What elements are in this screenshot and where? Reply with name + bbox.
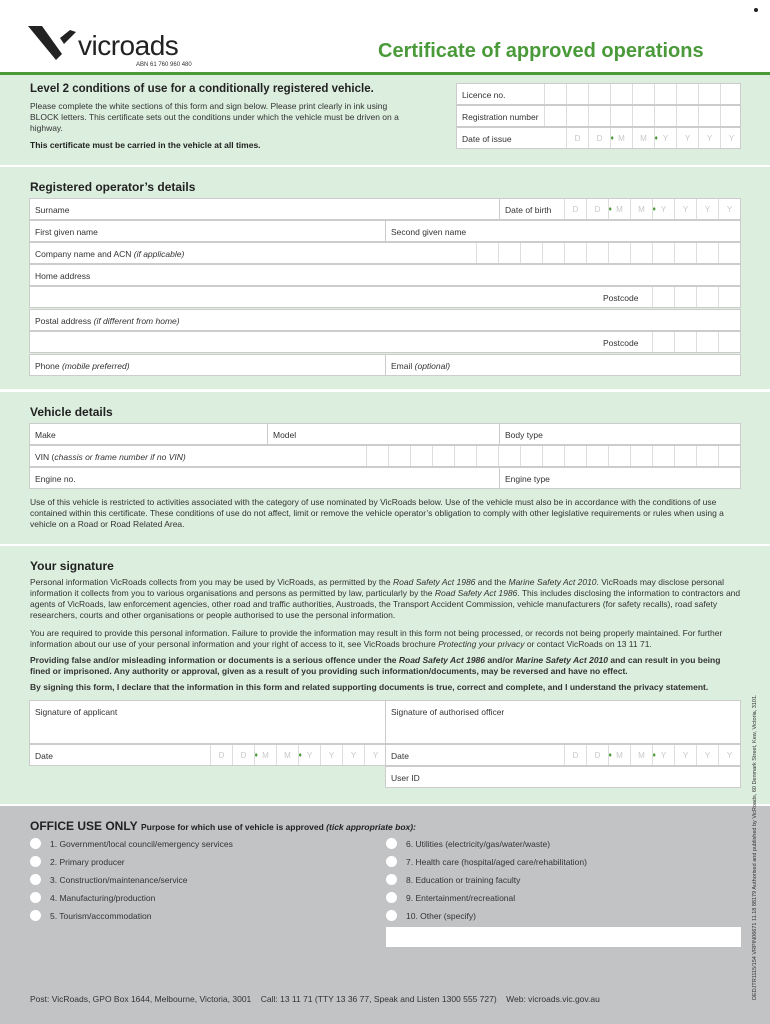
- required-paragraph: You are required to provide this personal information. Failure to provide the information may result in this form not being processed, or records not being properly maintained. For further information about our use of your personal information and your right of access to it, see VicRoads brochure Protecting your privacy or contact VicRoads on 13 11 71.: [30, 628, 723, 649]
- option-10-label: 10. Other (specify): [406, 911, 476, 921]
- surname-field[interactable]: [29, 198, 501, 220]
- option-6-radio[interactable]: [386, 838, 397, 849]
- first-given-name-label: First given name: [35, 227, 98, 237]
- home-address-label: Home address: [35, 271, 91, 281]
- user-id-label: User ID: [391, 773, 420, 783]
- side-publication-text: DEDJTR1115/154 VRPIN06671 11.18 88179 Authorised and published by VicRoads, 60 Denmark Street, Kew, Victoria, 3101.: [752, 694, 758, 1000]
- abn: ABN 61 760 960 480: [136, 62, 192, 68]
- surname-label: Surname: [35, 205, 70, 215]
- option-7-label: 7. Health care (hospital/aged care/rehabilitation): [406, 857, 587, 867]
- page-title: Certificate of approved operations: [378, 40, 704, 62]
- applicant-signature-label: Signature of applicant: [35, 707, 118, 717]
- make-field[interactable]: [29, 423, 269, 445]
- body-type-field[interactable]: [499, 423, 741, 445]
- home-address-line2-field[interactable]: [29, 286, 741, 308]
- email-field[interactable]: [385, 354, 741, 376]
- officer-signature-field[interactable]: [385, 700, 741, 744]
- applicant-signature-field[interactable]: [29, 700, 387, 744]
- option-5-radio[interactable]: [30, 910, 41, 921]
- footer-contact: Post: VicRoads, GPO Box 1644, Melbourne, Victoria, 3001 Call: 13 11 71 (TTY 13 36 77, Speak and Listen 1300 555 727) Web: vicroads.vic.gov.au: [30, 994, 600, 1004]
- vin-field[interactable]: [29, 445, 741, 467]
- engine-type-label: Engine type: [505, 474, 550, 484]
- phone-field[interactable]: [29, 354, 387, 376]
- option-8-label: 8. Education or training faculty: [406, 875, 521, 885]
- postal-address-field[interactable]: [29, 309, 741, 331]
- option-7-radio[interactable]: [386, 856, 397, 867]
- first-given-name-field[interactable]: [29, 220, 387, 242]
- vehicle-heading: Vehicle details: [30, 405, 113, 419]
- vicroads-mark-icon: [28, 24, 80, 62]
- option-6-label: 6. Utilities (electricity/gas/water/waste): [406, 839, 551, 849]
- model-label: Model: [273, 430, 297, 440]
- officer-date-label: Date: [391, 751, 409, 761]
- option-10-radio[interactable]: [386, 910, 397, 921]
- option-4-radio[interactable]: [30, 892, 41, 903]
- office-use-heading: OFFICE USE ONLY: [30, 819, 138, 833]
- engine-type-field[interactable]: [499, 467, 741, 489]
- signature-heading: Your signature: [30, 559, 114, 573]
- option-4-label: 4. Manufacturing/production: [50, 893, 156, 903]
- postal-postcode-label: Postcode: [603, 338, 639, 348]
- officer-date-field[interactable]: Date D D ♦ M M ♦ Y Y Y Y: [385, 744, 741, 766]
- model-field[interactable]: [267, 423, 501, 445]
- licence-no-field[interactable]: [456, 83, 741, 105]
- phone-label: Phone (mobile preferred): [35, 361, 130, 371]
- option-3-label: 3. Construction/maintenance/service: [50, 875, 188, 885]
- vehicle-conditions-text: Use of this vehicle is restricted to activities associated with the category of use nominated by VicRoads below. Use of the vehicle must also be in accordance with the conditions of use contained within this certificate. These conditions of use do not affect, limit or remove the vehicle operator’s obligation to comply with other legislative requirements or rules when using a vehicle on a Road or Road Related Area.: [30, 497, 724, 529]
- dot: [754, 8, 758, 12]
- date-of-issue-label: Date of issue: [462, 134, 512, 144]
- option-8-radio[interactable]: [386, 874, 397, 885]
- purpose-label: Purpose for which use of vehicle is approved (tick appropriate box):: [141, 822, 416, 832]
- engine-no-label: Engine no.: [35, 474, 76, 484]
- intro-text: Please complete the white sections of this form and sign below. Please print clearly in ink using BLOCK letters. This certificate sets out the conditions under which the vehicle must be driven on a highway.: [30, 101, 399, 133]
- other-specify-field[interactable]: [386, 927, 741, 947]
- home-postcode-label: Postcode: [603, 293, 639, 303]
- second-given-name-label: Second given name: [391, 227, 467, 237]
- option-1-radio[interactable]: [30, 838, 41, 849]
- applicant-date-label: Date: [35, 751, 53, 761]
- body-type-label: Body type: [505, 430, 543, 440]
- make-label: Make: [35, 430, 56, 440]
- option-1-label: 1. Government/local council/emergency services: [50, 839, 233, 849]
- privacy-paragraph: Personal information VicRoads collects from you may be used by VicRoads, as permitted by the Road Safety Act 1986 and the Marine Safety Act 2010. VicRoads may disclose personal information it collects from you to various organisations and persons as permitted by law, particularly by the Road Safety Act 1986. This includes disclosing the information to contractors and agents of VicRoads, law enforcement agencies, other road and traffic authorities, Austroads, the Transport Accident Commission, vehicle manufacturers (for safety recalls), road safety researchers, courts and other organisations or people authorised to use the personal information.: [30, 577, 741, 620]
- home-address-field[interactable]: [29, 264, 741, 286]
- option-9-radio[interactable]: [386, 892, 397, 903]
- second-given-name-field[interactable]: [385, 220, 741, 242]
- email-label: Email (optional): [391, 361, 451, 371]
- applicant-date-field[interactable]: Date D D ♦ M M ♦ Y Y Y Y: [29, 744, 387, 766]
- date-of-birth-label: Date of birth: [505, 205, 552, 215]
- engine-no-field[interactable]: [29, 467, 501, 489]
- vicroads-logo: [28, 24, 203, 72]
- licence-no-label: Licence no.: [462, 90, 506, 100]
- company-name-label: Company name and ACN (if applicable): [35, 249, 185, 259]
- option-2-label: 2. Primary producer: [50, 857, 125, 867]
- company-name-field[interactable]: [29, 242, 741, 264]
- option-9-label: 9. Entertainment/recreational: [406, 893, 516, 903]
- option-3-radio[interactable]: [30, 874, 41, 885]
- brand-name: vicroads: [78, 30, 179, 61]
- intro-heading: Level 2 conditions of use for a conditionally registered vehicle.: [30, 83, 374, 95]
- date-of-birth-field[interactable]: Date of birth D D ♦ M M ♦ Y Y Y Y: [499, 198, 741, 220]
- registration-number-label: Registration number: [462, 112, 539, 122]
- vin-label: VIN (chassis or frame number if no VIN): [35, 452, 186, 462]
- user-id-field[interactable]: [385, 766, 741, 788]
- postal-address-label: Postal address (if different from home): [35, 316, 180, 326]
- date-of-issue-field[interactable]: Date of issue D D ♦ M M ♦ Y Y Y Y: [456, 127, 741, 149]
- option-2-radio[interactable]: [30, 856, 41, 867]
- operator-heading: Registered operator’s details: [30, 180, 196, 194]
- offence-paragraph: Providing false and/or misleading information or documents is a serious offence under the Road Safety Act 1986 and/or Marine Safety Act 2010 and can result in you being fined or imprisoned. Any authority or approval, given as a result of you providing such information/documents, may be reversed and have no effect.: [30, 655, 721, 676]
- intro-note: This certificate must be carried in the vehicle at all times.: [30, 140, 261, 150]
- postal-address-line2-field[interactable]: [29, 331, 741, 353]
- registration-number-field[interactable]: [456, 105, 741, 127]
- option-5-label: 5. Tourism/accommodation: [50, 911, 152, 921]
- officer-signature-label: Signature of authorised officer: [391, 707, 505, 717]
- declaration-paragraph: By signing this form, I declare that the information in this form and related supporting documents is true, correct and complete, and I understand the privacy statement.: [30, 682, 709, 692]
